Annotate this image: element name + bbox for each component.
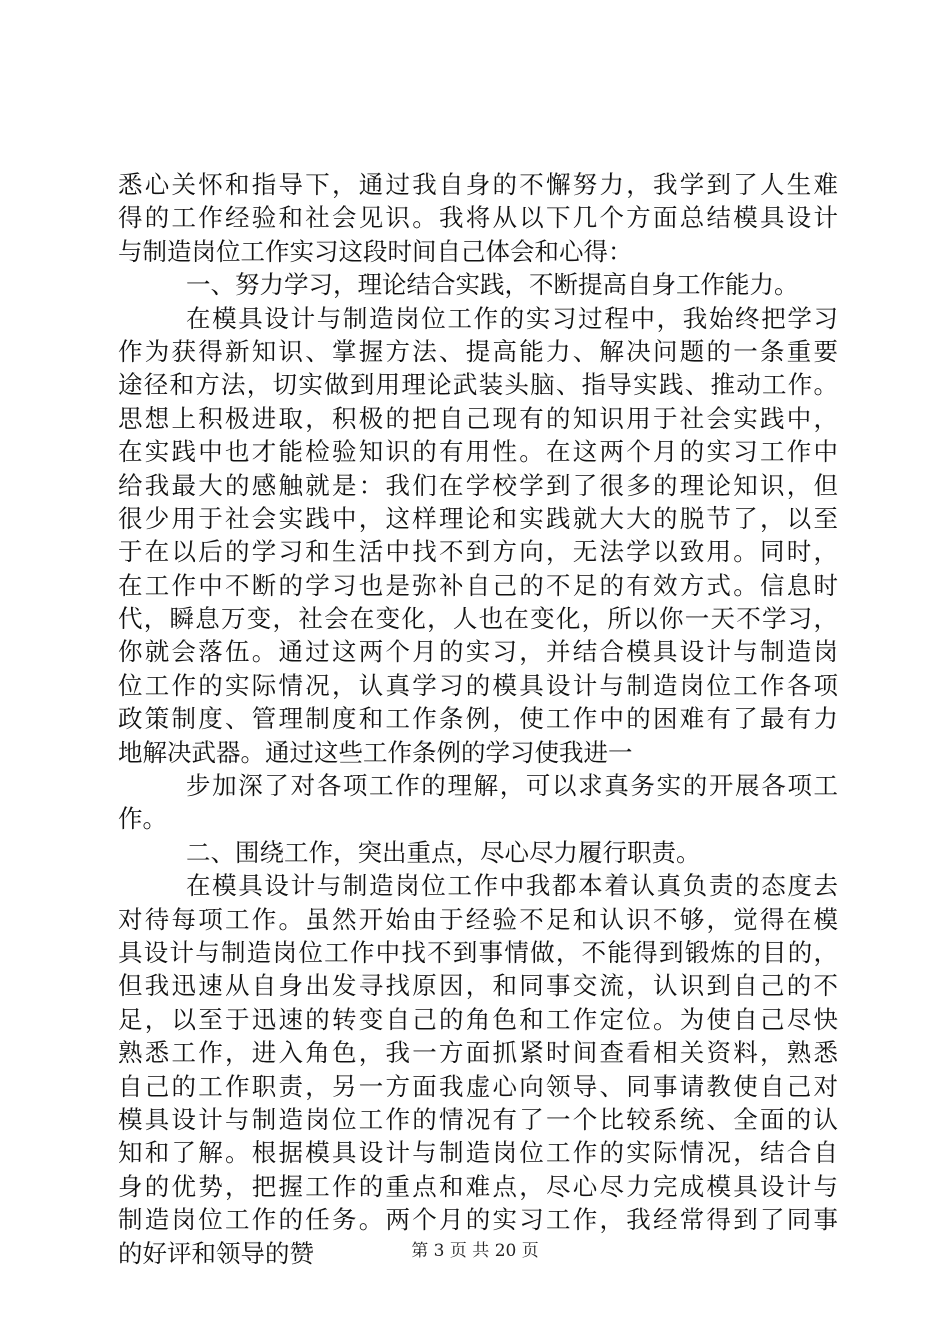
text-line: 你就会落伍。通过这两个月的实习，并结合模具设计与制造岗 [118, 637, 838, 667]
document-body [118, 168, 838, 1270]
text-line: 政策制度、管理制度和工作条例，使工作中的困难有了最有力 [118, 704, 838, 734]
text-line: 模具设计与制造岗位工作的情况有了一个比较系统、全面的认 [118, 1104, 838, 1134]
text-line: 在工作中不断的学习也是弥补自己的不足的有效方式。信息时 [118, 570, 838, 600]
text-line: 在模具设计与制造岗位工作的实习过程中，我始终把学习 [186, 303, 838, 333]
text-line: 制造岗位工作的任务。两个月的实习工作，我经常得到了同事 [118, 1205, 838, 1235]
text-line: 知和了解。根据模具设计与制造岗位工作的实际情况，结合自 [118, 1138, 838, 1168]
text-line: 熟悉工作，进入角色，我一方面抓紧时间查看相关资料，熟悉 [118, 1038, 838, 1068]
text-line: 途径和方法，切实做到用理论武装头脑、指导实践、推动工作。 [118, 370, 838, 400]
text-line: 作为获得新知识、掌握方法、提高能力、解决问题的一条重要 [118, 336, 838, 366]
text-line: 很少用于社会实践中，这样理论和实践就大大的脱节了，以至 [118, 503, 838, 533]
text-line: 与制造岗位工作实习这段时间自己体会和心得： [118, 236, 633, 266]
text-line: 位工作的实际情况，认真学习的模具设计与制造岗位工作各项 [118, 670, 838, 700]
text-line: 思想上积极进取，积极的把自己现有的知识用于社会实践中， [118, 403, 838, 433]
text-line: 在实践中也才能检验知识的有用性。在这两个月的实习工作中 [118, 437, 838, 467]
text-line: 步加深了对各项工作的理解，可以求真务实的开展各项工 [186, 771, 838, 801]
text-line: 地解决武器。通过这些工作条例的学习使我进一 [118, 737, 633, 767]
text-line: 身的优势，把握工作的重点和难点，尽心尽力完成模具设计与 [118, 1171, 838, 1201]
text-line: 在模具设计与制造岗位工作中我都本着认真负责的态度去 [186, 871, 838, 901]
text-line: 对待每项工作。虽然开始由于经验不足和认识不够，觉得在模 [118, 904, 838, 934]
text-line: 自己的工作职责，另一方面我虚心向领导、同事请教使自己对 [118, 1071, 838, 1101]
text-line: 的好评和领导的赞 [118, 1238, 314, 1268]
section-heading: 一、努力学习，理论结合实践，不断提高自身工作能力。 [186, 270, 799, 300]
text-line: 作。 [118, 804, 167, 834]
text-line: 于在以后的学习和生活中找不到方向，无法学以致用。同时， [118, 537, 838, 567]
section-heading: 二、围绕工作，突出重点，尽心尽力履行职责。 [186, 837, 701, 867]
text-line: 代，瞬息万变，社会在变化，人也在变化，所以你一天不学习， [118, 604, 838, 634]
text-line: 悉心关怀和指导下，通过我自身的不懈努力，我学到了人生难 [118, 170, 838, 199]
page-number: 第 3 页 共 20 页 [411, 1241, 539, 1261]
text-line: 给我最大的感触就是：我们在学校学到了很多的理论知识，但 [118, 470, 838, 500]
text-line: 具设计与制造岗位工作中找不到事情做，不能得到锻炼的目的， [118, 937, 838, 967]
text-line: 足，以至于迅速的转变自己的角色和工作定位。为使自己尽快 [118, 1004, 838, 1034]
text-line: 得的工作经验和社会见识。我将从以下几个方面总结模具设计 [118, 203, 838, 233]
text-line: 但我迅速从自身出发寻找原因，和同事交流，认识到自己的不 [118, 971, 838, 1001]
